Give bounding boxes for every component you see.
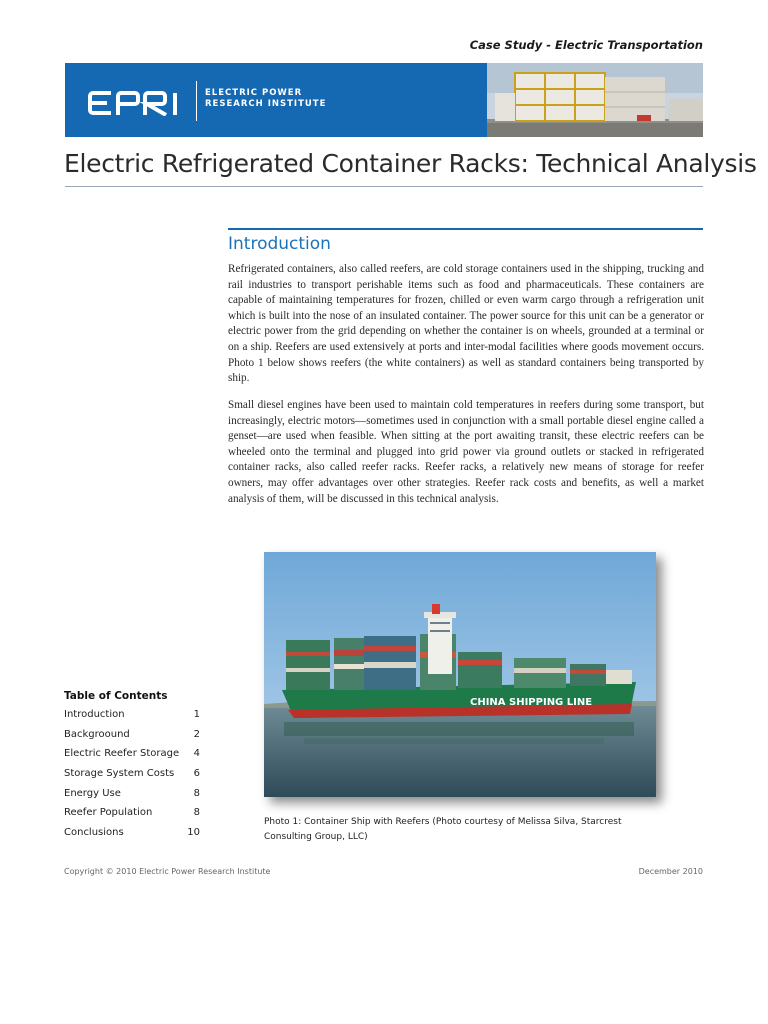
toc-item-label: Backgroound bbox=[64, 728, 130, 740]
toc-item-label: Electric Reefer Storage bbox=[64, 748, 180, 760]
title-divider bbox=[65, 186, 703, 187]
toc-item-page: 6 bbox=[193, 768, 200, 780]
toc-item[interactable] bbox=[64, 747, 200, 767]
toc-item-label: Introduction bbox=[64, 709, 125, 720]
toc-item-page: 8 bbox=[193, 787, 200, 799]
org-name bbox=[205, 88, 326, 110]
intro-divider bbox=[228, 228, 703, 230]
case-study-label: Case Study - Electric Transportation bbox=[469, 38, 703, 52]
toc-item[interactable] bbox=[64, 787, 200, 807]
toc-item[interactable] bbox=[64, 708, 200, 728]
intro-heading: Introduction bbox=[228, 234, 331, 254]
intro-paragraph-2: Small diesel engines have been used to maintain cold temperatures in reefers during some transport, but increasingly, electric motors—sometimes used in conjunction with a small portable diesel engine called a genset—are used when feasible. When sitting at the port awaiting transit, these electric reefers can be wheeled onto the terminal and plugged into grid power via ground outlets or stacked in refrigerated container racks, also called reefer racks. Reefer racks, a relatively new means of storage for reefer owners, may offer advantages over other strategies. Reefer rack costs and benefits, as well a market analysis of them, will be discussed in this technical analysis. bbox=[228, 399, 704, 505]
table-of-contents bbox=[64, 690, 200, 846]
epri-logo bbox=[87, 90, 192, 116]
org-name-line2: RESEARCH INSTITUTE bbox=[205, 99, 327, 109]
toc-item-page: 2 bbox=[193, 728, 200, 740]
toc-item-page: 1 bbox=[193, 709, 200, 720]
toc-item-page: 8 bbox=[193, 807, 200, 819]
toc-item[interactable] bbox=[64, 767, 200, 787]
toc-item-label: Conclusions bbox=[64, 827, 124, 839]
header-banner bbox=[65, 63, 703, 137]
toc-item-page: 10 bbox=[187, 827, 200, 839]
toc-item-label: Storage System Costs bbox=[64, 768, 175, 780]
toc-item-label: Reefer Population bbox=[64, 807, 153, 819]
photo-caption: Photo 1: Container Ship with Reefers (Photo courtesy of Melissa Silva, Starcrest Consulting Group, LLC) bbox=[264, 817, 622, 842]
intro-paragraph-1: Refrigerated containers, also called reefers, are cold storage containers used in the shipping, trucking and rail industries to transport perishable items such as food and pharmaceuticals. These containers are capable of maintaining temperatures for frozen, chilled or even warm cargo through a refrigeration unit which is built into the nose of an insulated container. The power source for this unit can be a generator or electric power from the grid depending on whether the container is on wheels, grounded at a terminal or on a ship. Reefers are used extensively at ports and inter-modal facilities where goods movement occurs. Photo 1 below shows reefers (the white containers) as well as standard containers being transported by ship. bbox=[228, 263, 704, 385]
container-ship-photo bbox=[264, 552, 656, 797]
toc-item[interactable] bbox=[64, 826, 200, 846]
footer-copyright: Copyright © 2010 Electric Power Research Institute bbox=[64, 867, 271, 876]
toc-item-label: Energy Use bbox=[64, 787, 121, 799]
toc-item[interactable] bbox=[64, 728, 200, 748]
reefer-rack-photo bbox=[487, 63, 703, 137]
logo-divider bbox=[196, 81, 197, 121]
toc-title: Table of Contents bbox=[64, 690, 168, 702]
org-name-line1: ELECTRIC POWER bbox=[205, 88, 303, 98]
toc-item-page: 4 bbox=[193, 748, 200, 760]
ship-hull-text: CHINA SHIPPING LINE bbox=[470, 697, 593, 708]
page-title: Electric Refrigerated Container Racks: Technical Analysis bbox=[64, 149, 757, 178]
footer-date: December 2010 bbox=[638, 867, 703, 876]
toc-item[interactable] bbox=[64, 806, 200, 826]
